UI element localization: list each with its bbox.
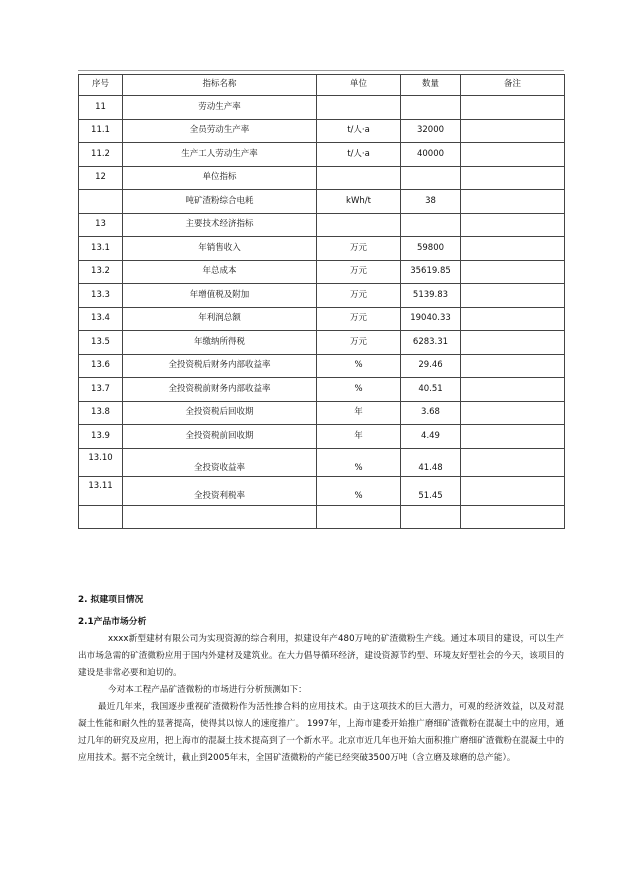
table-row: [79, 448, 565, 477]
row-note: [461, 284, 565, 308]
row-unit: [317, 213, 401, 237]
row-note: [461, 143, 565, 167]
header-name: 指标名称: [123, 75, 317, 96]
row-unit: %: [317, 354, 401, 378]
row-note: [461, 237, 565, 261]
row-value: 51.45: [401, 477, 461, 506]
row-note: [461, 425, 565, 449]
row-note: [461, 166, 565, 190]
row-indicator-name: 全投资税后回收期: [123, 401, 317, 425]
row-number: 13.8: [79, 401, 123, 425]
row-unit: t/人·a: [317, 119, 401, 143]
row-value: [401, 166, 461, 190]
table-body: [79, 96, 565, 529]
row-note: [461, 448, 565, 477]
row-value: 35619.85: [401, 260, 461, 284]
table-row: [79, 378, 565, 402]
table-row: [79, 307, 565, 331]
row-note: [461, 213, 565, 237]
row-unit: [317, 166, 401, 190]
header-value: 数量: [401, 75, 461, 96]
row-indicator-name: 年销售收入: [123, 237, 317, 261]
row-value: 5139.83: [401, 284, 461, 308]
row-unit: [317, 96, 401, 120]
row-value: [401, 505, 461, 529]
row-value: 32000: [401, 119, 461, 143]
table-row: [79, 425, 565, 449]
row-note: [461, 354, 565, 378]
header-no: 序号: [79, 75, 123, 96]
row-note: [461, 401, 565, 425]
subsection-heading: 2.1产品市场分析: [78, 617, 147, 627]
table-row: [79, 190, 565, 214]
row-indicator-name: 全投资税后财务内部收益率: [123, 354, 317, 378]
row-indicator-name: 全投资税前回收期: [123, 425, 317, 449]
row-unit: 万元: [317, 237, 401, 261]
row-unit: 年: [317, 425, 401, 449]
table-row: [79, 119, 565, 143]
paragraph-market: 最近几年来，我国逐步重视矿渣微粉作为活性掺合料的应用技术。由于这项技术的巨大潜力，可观的经济效益，以及对混凝土性能和耐久性的显著提高，使得其以惊人的速度推广。 1997年，上海市建委开始推广磨细矿渣微粉在混凝土中的应用，通过几年的研究及应用，把上海市的混凝土技术提高到了一个新水平。北京市近几年也开始大面积推广磨细矿渣微粉在混凝土中的应用技术。据不完全统计，截止到2005年末，全国矿渣微粉的产能已经突破3500万吨（含立磨及球磨的总产能）。: [78, 702, 564, 763]
row-unit: 万元: [317, 307, 401, 331]
row-indicator-name: 年利润总额: [123, 307, 317, 331]
row-unit: 万元: [317, 260, 401, 284]
row-note: [461, 505, 565, 529]
row-note: [461, 477, 565, 506]
row-value: 19040.33: [401, 307, 461, 331]
table-row: [79, 143, 565, 167]
row-unit: 年: [317, 401, 401, 425]
row-unit: %: [317, 448, 401, 477]
row-number: 13.10: [79, 448, 123, 477]
table-row: [79, 96, 565, 120]
table-row: [79, 213, 565, 237]
header-unit: 单位: [317, 75, 401, 96]
row-value: [401, 213, 461, 237]
row-unit: kWh/t: [317, 190, 401, 214]
row-indicator-name: 劳动生产率: [123, 96, 317, 120]
row-note: [461, 190, 565, 214]
header-note: 备注: [461, 75, 565, 96]
section-heading: 2. 拟建项目情况: [78, 595, 144, 605]
row-note: [461, 307, 565, 331]
row-number: 11.2: [79, 143, 123, 167]
row-number: 13.3: [79, 284, 123, 308]
paragraph-intro: xxxx新型建材有限公司为实现资源的综合利用，拟建设年产480万吨的矿渣微粉生产线。通过本项目的建设，可以生产出市场急需的矿渣微粉应用于国内外建材及建筑业。在大力倡导循环经济，建设资源节约型、环境友好型社会的今天，该项目的建设是非常必要和迫切的。: [78, 634, 564, 678]
row-note: [461, 119, 565, 143]
row-indicator-name: 单位指标: [123, 166, 317, 190]
row-number: 13.7: [79, 378, 123, 402]
row-note: [461, 331, 565, 355]
row-indicator-name: 全投资税前财务内部收益率: [123, 378, 317, 402]
row-unit: [317, 505, 401, 529]
row-value: 40000: [401, 143, 461, 167]
row-value: 4.49: [401, 425, 461, 449]
row-number: 13.11: [79, 477, 123, 506]
row-indicator-name: 吨矿渣粉综合电耗: [123, 190, 317, 214]
table-row: [79, 237, 565, 261]
row-note: [461, 96, 565, 120]
row-number: 11: [79, 96, 123, 120]
row-number: 13.4: [79, 307, 123, 331]
row-number: 13.9: [79, 425, 123, 449]
row-indicator-name: 年缴纳所得税: [123, 331, 317, 355]
row-value: 40.51: [401, 378, 461, 402]
row-number: [79, 505, 123, 529]
row-indicator-name: 主要技术经济指标: [123, 213, 317, 237]
row-indicator-name: 全员劳动生产率: [123, 119, 317, 143]
row-number: 13: [79, 213, 123, 237]
row-value: 59800: [401, 237, 461, 261]
row-value: 3.68: [401, 401, 461, 425]
table-row: [79, 260, 565, 284]
row-number: 13.2: [79, 260, 123, 284]
row-unit: t/人·a: [317, 143, 401, 167]
row-value: [401, 96, 461, 120]
row-number: 13.1: [79, 237, 123, 261]
row-unit: 万元: [317, 331, 401, 355]
row-value: 6283.31: [401, 331, 461, 355]
page-header-rule: [78, 70, 564, 71]
table-row: [79, 331, 565, 355]
row-unit: %: [317, 477, 401, 506]
row-number: [79, 190, 123, 214]
table-row: [79, 166, 565, 190]
row-unit: 万元: [317, 284, 401, 308]
row-number: 12: [79, 166, 123, 190]
row-indicator-name: 全投资收益率: [123, 448, 317, 477]
row-value: 29.46: [401, 354, 461, 378]
table-row: [79, 477, 565, 506]
row-indicator-name: 年总成本: [123, 260, 317, 284]
row-indicator-name: 生产工人劳动生产率: [123, 143, 317, 167]
row-indicator-name: 年增值税及附加: [123, 284, 317, 308]
table-header-row: [79, 75, 565, 96]
row-number: 13.5: [79, 331, 123, 355]
table-row: [79, 401, 565, 425]
table-row: [79, 284, 565, 308]
row-note: [461, 378, 565, 402]
indicator-table: [78, 74, 565, 529]
row-indicator-name: 全投资利税率: [123, 477, 317, 506]
table-row: [79, 505, 565, 529]
row-number: 13.6: [79, 354, 123, 378]
row-unit: %: [317, 378, 401, 402]
row-indicator-name: [123, 505, 317, 529]
row-value: 38: [401, 190, 461, 214]
row-number: 11.1: [79, 119, 123, 143]
table-row: [79, 354, 565, 378]
paragraph-forecast-lead: 今对本工程产品矿渣微粉的市场进行分析预测如下：: [108, 685, 307, 695]
row-note: [461, 260, 565, 284]
row-value: 41.48: [401, 448, 461, 477]
